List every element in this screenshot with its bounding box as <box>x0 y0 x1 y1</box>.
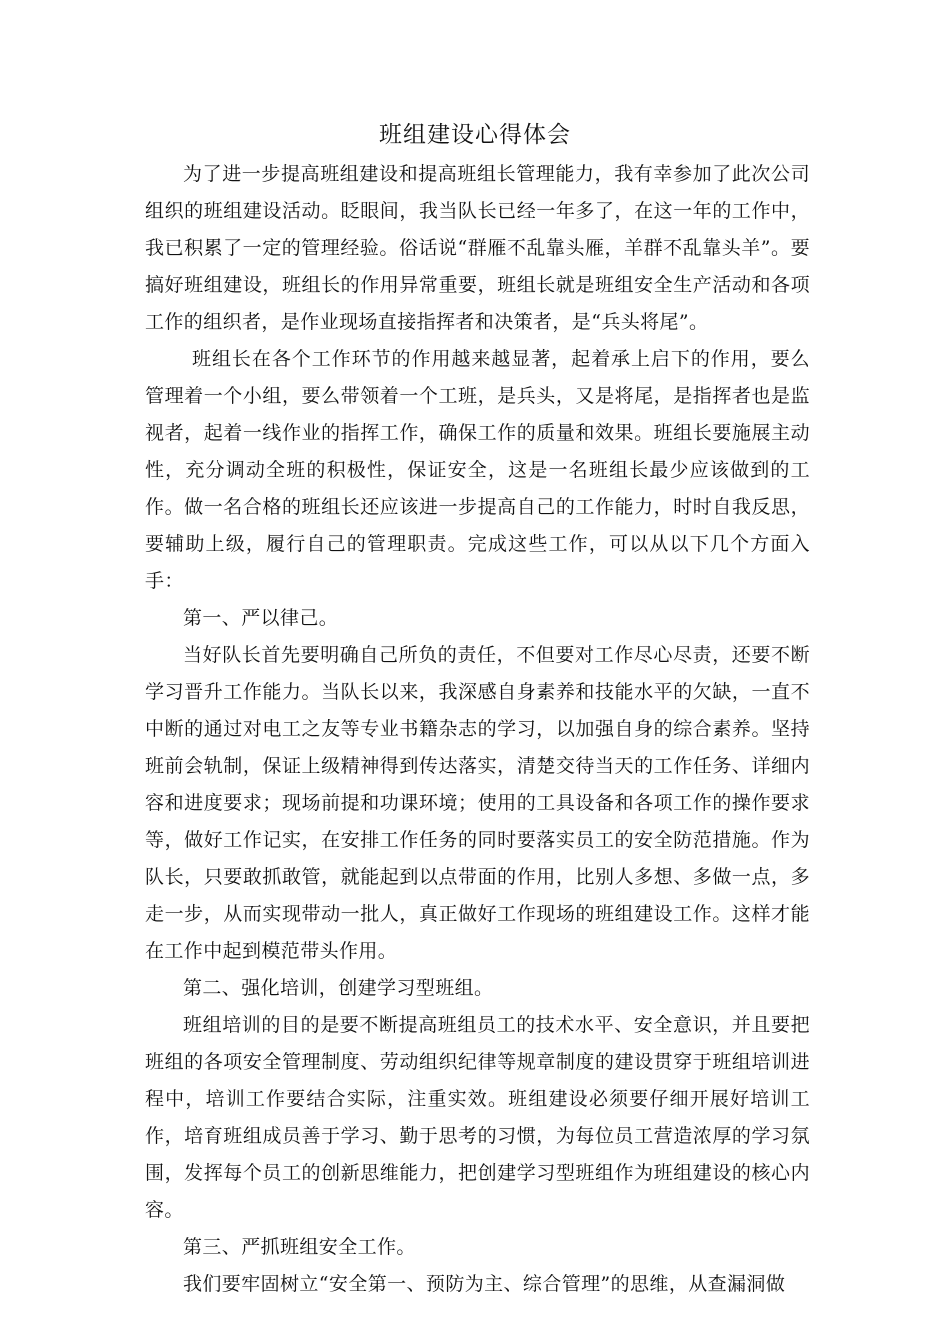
paragraph-intro: 为了进一步提高班组建设和提高班组长管理能力，我有幸参加了此次公司组织的班组建设活动。眨眼间，我当队长已经一年多了，在这一年的工作中，我已积累了一定的管理经验。俗话说“群雁不乱靠头雁，羊群不乱靠头羊”。要搞好班组建设，班组长的作用异常重要，班组长就是班组安全生产活动和各项工作的组织者，是作业现场直接指挥者和决策者，是“兵头将尾”。 <box>145 163 810 333</box>
paragraph-self-discipline: 当好队长首先要明确自己所负的责任，不但要对工作尽心尽责，还要不断学习晋升工作能力。当队长以来，我深感自身素养和技能水平的欠缺，一直不中断的通过对电工之友等专业书籍杂志的学习，以加强自身的综合素养。坚持班前会轨制，保证上级精神得到传达落实，清楚交待当天的工作任务、详细内容和进度要求；现场前提和功课环境；使用的工具设备和各项工作的操作要求等，做好工作记实，在安排工作任务的同时要落实员工的安全防范措施。作为队长，只要敢抓敢管，就能起到以点带面的作用，比别人多想、多做一点，多走一步，从而实现带动一批人，真正做好工作现场的班组建设工作。这样才能在工作中起到模范带头作用。 <box>145 644 810 962</box>
section-heading-1: 第一、严以律己。 <box>183 607 339 629</box>
section-heading-3: 第三、严抓班组安全工作。 <box>183 1236 416 1258</box>
paragraph-safety: 我们要牢固树立“安全第一、预防为主、综合管理”的思维，从查漏洞做 <box>183 1273 786 1295</box>
document-title: 班组建设心得体会 <box>379 122 571 148</box>
section-heading-2: 第二、强化培训，创建学习型班组。 <box>183 977 494 999</box>
paragraph-role-of-leader: 班组长在各个工作环节的作用越来越显著，起着承上启下的作用，要么管理着一个小组，要么带领着一个工班，是兵头，又是将尾，是指挥者也是监视者，起着一线作业的指挥工作，确保工作的质量和效果。班组长要施展主动性，充分调动全班的积极性，保证安全，这是一名班组长最少应该做到的工作。做一名合格的班组长还应该进一步提高自己的工作能力，时时自我反思，要辅助上级，履行自己的管理职责。完成这些工作，可以从以下几个方面入手： <box>145 348 810 592</box>
paragraph-training: 班组培训的目的是要不断提高班组员工的技术水平、安全意识，并且要把班组的各项安全管理制度、劳动组织纪律等规章制度的建设贯穿于班组培训进程中，培训工作要结合实际，注重实效。班组建设必须要仔细开展好培训工作，培育班组成员善于学习、勤于思考的习惯，为每位员工营造浓厚的学习氛围，发挥每个员工的创新思维能力，把创建学习型班组作为班组建设的核心内容。 <box>145 1014 810 1221</box>
document-body <box>145 156 810 1303</box>
